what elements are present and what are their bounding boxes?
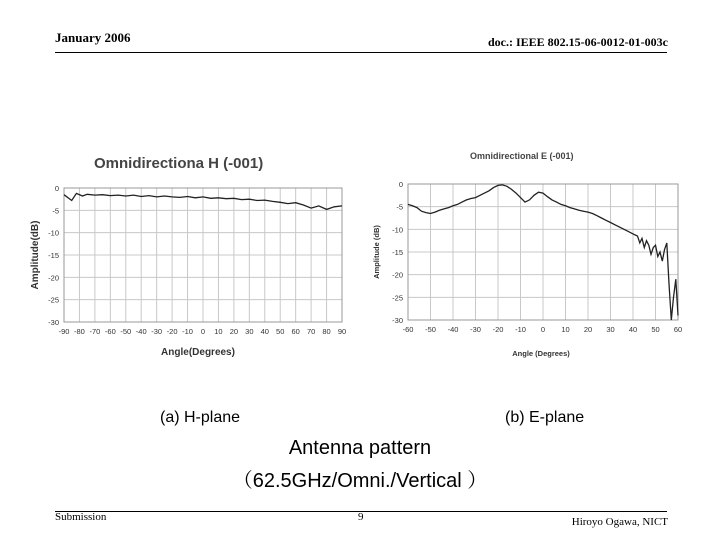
y-tick-label: -25 [48,295,59,305]
x-axis-label: Angle (Degrees) [512,349,570,358]
y-tick-label: -10 [48,228,59,238]
x-tick-label: -90 [58,327,70,336]
x-tick-label: 80 [322,327,331,336]
e-plane-chart [368,146,693,364]
h-plane-chart [28,150,358,365]
y-tick-label: -15 [392,248,403,257]
y-tick-label: -20 [48,273,59,283]
y-tick-label: -25 [392,293,403,303]
y-tick-label: -30 [392,316,403,325]
x-tick-label: -30 [470,325,481,334]
x-tick-label: 50 [276,327,285,336]
y-tick-label: -15 [48,251,59,260]
y-tick-label: -5 [52,206,59,216]
x-tick-label: -60 [104,327,116,336]
y-tick-label: -10 [392,225,403,235]
figure-caption-title: Antenna pattern [288,437,432,459]
x-tick-label: 90 [337,327,347,336]
figure-caption-subtitle: （62.5GHz/Omni./Vertical ） [232,470,488,492]
x-tick-label: -60 [402,325,414,334]
footer-submission: Submission [55,511,107,523]
chart-title: Omnidirectional E (-001) [470,151,574,161]
x-tick-label: 30 [606,325,615,334]
y-tick-label: 0 [398,180,403,189]
header-rule [55,52,667,53]
x-tick-label: 40 [628,325,638,334]
x-tick-label: 0 [200,327,206,336]
x-tick-label: -40 [447,325,459,334]
x-tick-label: 20 [583,325,593,334]
header-doc-id: doc.: IEEE 802.15-06-0012-01-003c [488,35,668,49]
x-tick-label: -30 [151,327,163,336]
x-tick-label: -40 [135,327,147,336]
y-tick-label: -30 [48,318,59,327]
y-axis-label: Amplitude(dB) [30,220,41,290]
x-tick-label: 60 [291,327,300,336]
x-tick-label: 40 [260,327,269,336]
x-tick-label: -20 [166,327,178,336]
x-tick-label: -10 [515,325,526,334]
footer-author: Hiroyo Ogawa, NICT [571,516,668,528]
x-tick-label: -80 [74,327,85,336]
x-tick-label: 20 [229,327,239,336]
caption-e-plane: (b) E-plane [505,409,585,426]
x-tick-label: -50 [425,325,436,334]
footer-page-number: 9 [358,511,364,523]
y-axis-label: Amplitude (dB) [372,225,381,279]
chart-title: Omnidirectiona H (-001) [94,155,264,172]
x-tick-label: -70 [89,327,101,336]
gridlines [64,188,342,322]
x-tick-label: 10 [561,325,570,334]
x-tick-label: 50 [651,325,660,334]
x-tick-label: -20 [492,325,504,334]
x-axis-label: Angle(Degrees) [161,347,235,358]
y-tick-label: 0 [54,184,59,193]
caption-h-plane: (a) H-plane [160,409,241,426]
x-tick-label: 10 [214,327,223,336]
gridlines [408,184,678,320]
y-tick-label: -5 [396,202,403,212]
x-tick-label: 0 [540,325,546,334]
x-tick-label: 60 [673,325,683,334]
x-tick-label: -50 [120,327,132,336]
y-tick-label: -20 [392,270,403,280]
x-tick-label: -10 [182,327,193,336]
header-date: January 2006 [55,30,131,45]
x-tick-label: 70 [306,327,316,336]
x-tick-label: 30 [245,327,254,336]
